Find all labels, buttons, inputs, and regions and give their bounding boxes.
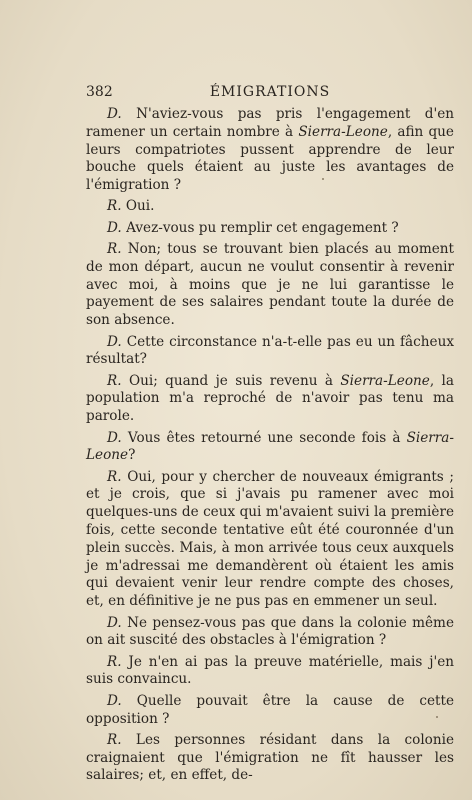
dialogue-paragraph: [86, 469, 454, 611]
speaker-label: R.: [107, 198, 122, 215]
running-title: ÉMIGRATIONS: [209, 84, 331, 100]
speaker-label: D.: [107, 219, 122, 236]
speaker-label: R.: [107, 241, 122, 258]
paragraph-text: Je n'en ai pas la preuve matérielle, mais j'en suis convaincu.: [86, 653, 454, 688]
dialogue-paragraph: [86, 198, 454, 216]
paragraph-text: Cette circonstance n'a-t-elle pas eu un fâcheux résultat?: [86, 333, 454, 368]
dialogue-paragraph: [86, 654, 454, 690]
paragraph-text: Oui, pour y chercher de nouveaux émigrants ; et je crois, que si j'avais pu ramener avec moi quelques-uns de ceux qui m'avaient suivi la première fois, cette seconde tentative eût été couronnée d'un plein succès. Mais, à mon arrivée tous ceux auxquels je m'adressai me demandèrent où étaient les amis qui devaient venir leur rendre compte des choses, et, en définitive je ne pus pas en emmener un seul.: [86, 468, 454, 610]
dialogue-paragraph: [86, 732, 454, 785]
speaker-label: R.: [107, 468, 122, 485]
speaker-label: D.: [107, 106, 122, 122]
paragraph-text: Avez-vous pu remplir cet engagement ?: [126, 219, 399, 236]
place-name: Sierra-Leone: [298, 123, 388, 140]
speaker-label: R.: [107, 372, 122, 389]
speaker-label: D.: [107, 429, 122, 446]
dialogue-paragraph: [86, 615, 454, 651]
speaker-label: R.: [107, 731, 122, 748]
dialogue-paragraph: [86, 106, 454, 195]
speaker-label: D.: [107, 333, 122, 350]
speaker-label: D.: [107, 614, 122, 631]
paper-speck: [322, 178, 324, 180]
paragraph-text: ?: [128, 447, 136, 464]
page-number: 382: [86, 84, 113, 100]
speaker-label: D.: [107, 692, 122, 709]
paper-speck: [436, 716, 438, 718]
dialogue-paragraph: [86, 334, 454, 370]
paragraph-text: Ne pensez-vous pas que dans la colonie même on ait suscité des obstacles à l'émigration ?: [86, 614, 454, 649]
paragraph-text: Oui; quand je suis revenu à: [128, 372, 341, 389]
paragraph-text: Vous êtes retourné une seconde fois à: [127, 429, 407, 446]
page-header: [86, 84, 454, 102]
paragraph-text: Oui.: [125, 198, 155, 215]
paragraph-text: Les personnes résidant dans la colonie craignaient que l'émigration ne fît hausser les salaires; et, en effet, de-: [86, 731, 454, 784]
paragraph-text: Non; tous se trouvant bien placés au moment de mon départ, aucun ne voulut consentir à revenir avec moi, à moins que je ne lui garantisse le payement de ses salaires pendant toute la durée de son absence.: [86, 241, 454, 329]
speaker-label: R.: [107, 653, 122, 670]
page-body: [86, 106, 454, 785]
paragraph-text: Quelle pouvait être la cause de cette opposition ?: [86, 692, 454, 727]
dialogue-paragraph: [86, 241, 454, 330]
dialogue-paragraph: [86, 430, 454, 466]
paragraph-text: , afin que leurs compatriotes pussent apprendre de leur bouche quels étaient au juste les avantages de l'émigration ?: [86, 123, 454, 194]
place-name: Sierra-Leone: [86, 429, 454, 464]
dialogue-paragraph: [86, 220, 454, 238]
dialogue-paragraph: [86, 693, 454, 729]
paragraph-text: N'aviez-vous pas pris l'engagement d'en ramener un certain nombre à: [86, 106, 454, 140]
dialogue-paragraph: [86, 373, 454, 426]
paragraph-text: , la population m'a reproché de n'avoir pas tenu ma parole.: [86, 372, 454, 425]
place-name: Sierra-Leone: [340, 372, 430, 389]
